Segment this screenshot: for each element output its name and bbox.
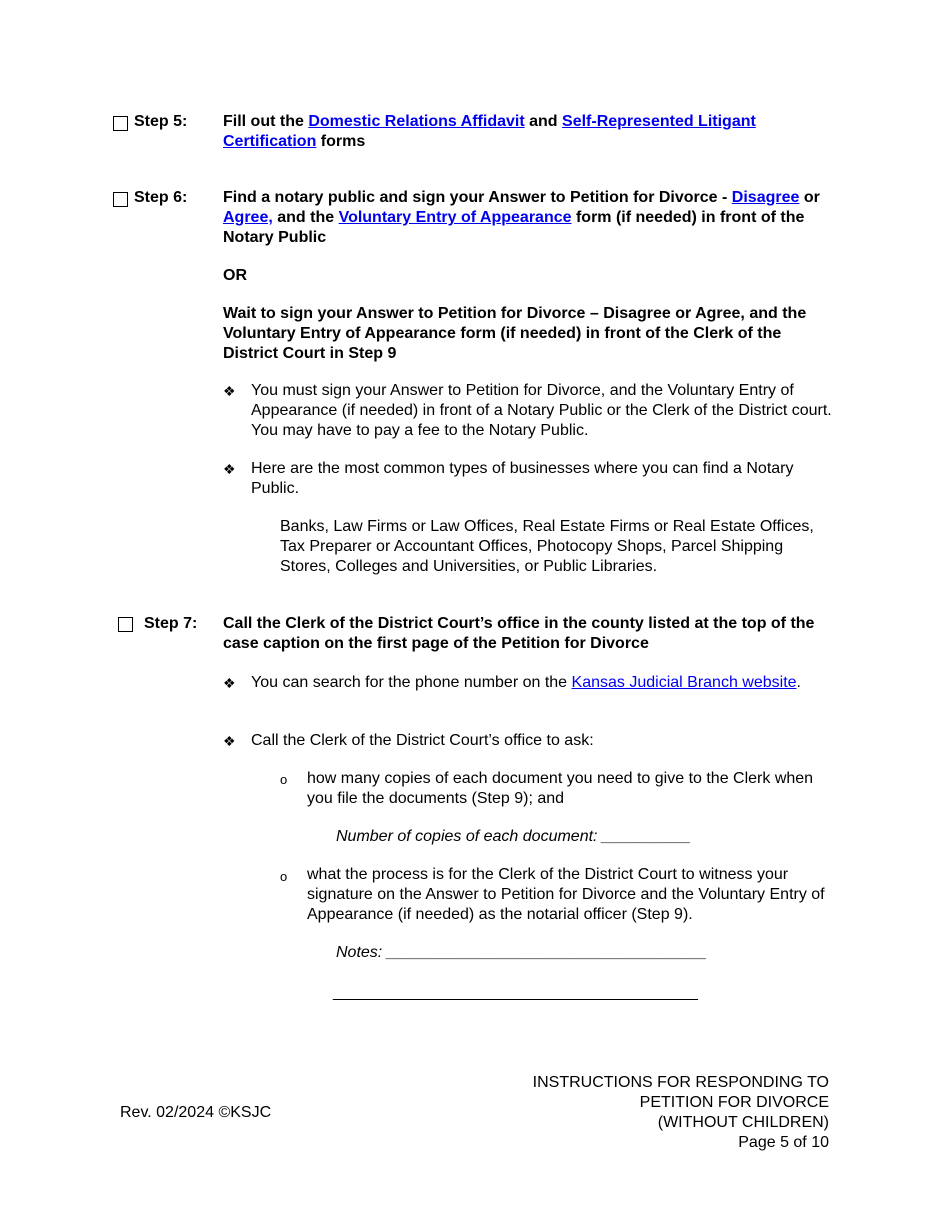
step7-label: Step 7: [144,615,198,632]
step7-heading: Call the Clerk of the District Court’s office in the county listed at the top of the case caption on the first page of the Petition for Divorce [223,615,815,652]
page-number: Page 5 of 10 [738,1134,829,1151]
step6-or-heading: OR [223,267,247,284]
step7-sub1: how many copies of each document you need to give to the Clerk when you file the documents (Step 9); and [307,770,814,807]
step7-bullet1 [251,673,841,693]
sub-bullet-icon: o [280,869,288,884]
step6-text-post: form (if needed) in front of the Notary Public [223,209,805,246]
step7-bullet2: Call the Clerk of the District Court’s office to ask: [251,732,594,749]
sub-bullet-icon: o [280,772,288,787]
agree-link[interactable]: Agree, [223,209,273,226]
footer-title [429,1073,829,1153]
step5-text-mid: and [524,113,563,130]
step6-checkbox[interactable] [113,192,128,207]
footer-title-line1: INSTRUCTIONS FOR RESPONDING TO [532,1074,829,1091]
voluntary-entry-of-appearance-link[interactable]: Voluntary Entry of Appearance [338,209,572,226]
step6-text-mid: and the [272,209,339,226]
step6-text [223,188,838,248]
self-represented-litigant-certification-link[interactable]: Self-Represented Litigant Certification [223,113,756,150]
step5-checkbox[interactable] [113,116,128,131]
step5-text-post: forms [316,133,366,150]
step6-alt-text: Wait to sign your Answer to Petition for Divorce – Disagree or Agree, and the Voluntary Entry of Appearance form (if needed) in front of the Clerk of the District Court in Step 9 [223,305,807,362]
bullet-icon: ❖ [223,675,236,691]
step7-checkbox[interactable] [118,617,133,632]
domestic-relations-affidavit-link[interactable]: Domestic Relations Affidavit [308,113,525,130]
bullet-icon: ❖ [223,733,236,749]
step5-text [223,112,838,152]
copies-field[interactable]: Number of copies of each document: __________ [336,828,691,845]
step6-bullet2: Here are the most common types of businesses where you can find a Notary Public. [251,460,794,497]
kansas-judicial-branch-website-link[interactable]: Kansas Judicial Branch website [571,674,797,691]
footer-title-line3: (WITHOUT CHILDREN) [657,1114,829,1131]
disagree-link[interactable]: Disagree [731,189,800,206]
notes-field[interactable]: Notes: ____________________________________ [336,944,708,961]
footer-title-line2: PETITION FOR DIVORCE [639,1094,829,1111]
step5-text-pre: Fill out the [223,113,309,130]
step7-bullet1-pre: You can search for the phone number on the [251,674,572,691]
notary-businesses-list: Banks, Law Firms or Law Offices, Real Estate Firms or Real Estate Offices, Tax Preparer or Accountant Offices, Photocopy Shops, Parcel Shipping Stores, Colleges and Universities, or Public Libraries. [280,518,814,575]
step6-text-or: or [799,189,820,206]
notes-line-2[interactable]: _________________________________________ [333,984,698,1001]
bullet-icon: ❖ [223,461,236,477]
step5-label: Step 5: [134,113,188,130]
bullet-icon: ❖ [223,383,236,399]
step6-text-pre: Find a notary public and sign your Answer to Petition for Divorce - [223,189,732,206]
revision-note: Rev. 02/2024 ©KSJC [120,1104,272,1121]
step6-label: Step 6: [134,189,188,206]
step6-bullet1: You must sign your Answer to Petition for Divorce, and the Voluntary Entry of Appearance (if needed) in front of a Notary Public or the Clerk of the District court. You may have to pay a fee to the Notary Public. [251,382,832,439]
step7-bullet1-post: . [796,674,801,691]
step7-sub2: what the process is for the Clerk of the District Court to witness your signature on the Answer to Petition for Divorce and the Voluntary Entry of Appearance (if needed) as the notarial officer (Step 9). [307,866,825,923]
